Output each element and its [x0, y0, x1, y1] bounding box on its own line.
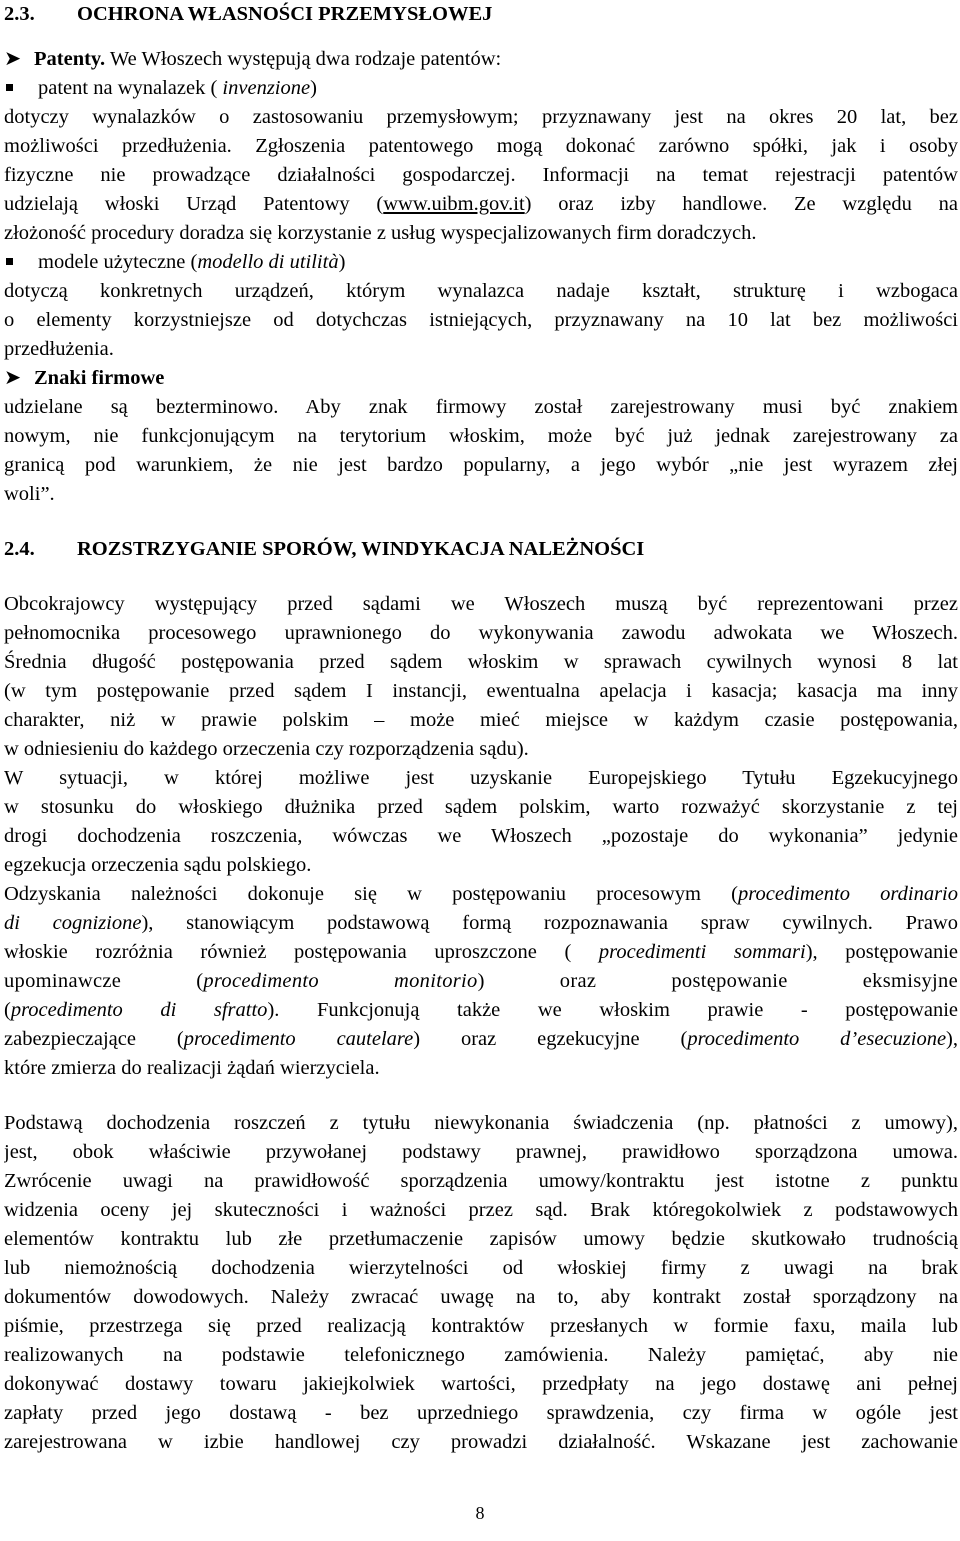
paragraph-line: egzekucja orzeczenia sądu polskiego. — [4, 854, 312, 876]
paragraph-line — [4, 190, 958, 219]
text-fragment: udzielają włoski Urząd Patentowy ( — [4, 193, 384, 215]
spacer — [4, 29, 958, 45]
text-fragment: włoskie rozróżnia również postępowania uproszczone ( — [4, 941, 599, 963]
paragraph-line: zapłaty przed jego dostawą - bez uprzedniego sprawdzenia, czy firma w ogóle jest — [4, 1402, 958, 1424]
text-fragment: ), stanowiącym podstawową formą rozpoznawania spraw cywilnych. Prawo — [141, 912, 958, 934]
text-fragment: ) oraz postępowanie eksmisyjne — [477, 970, 958, 992]
paragraph-line: granicą pod warunkiem, że nie jest bardzo popularny, a jego wybór „nie jest wyrazem złej — [4, 454, 958, 476]
paragraph-line: fizyczne nie prowadzące działalności gospodarczej. Informacji na temat rejestracji patentów — [4, 164, 958, 186]
item-close: ) — [338, 251, 346, 273]
paragraph-line: Podstawą dochodzenia roszczeń z tytułu niewykonania świadczenia (np. płatności z umowy), — [4, 1112, 958, 1134]
spacer — [4, 564, 958, 590]
item-close: ) — [310, 77, 317, 99]
paragraph-line: piśmie, przestrzega się przed realizacją kontraktów przesłanych w formie faxu, maila lub — [4, 1315, 958, 1337]
item-label: patent na wynalazek ( — [38, 77, 223, 99]
paragraph-line: dokonywać dostawy towaru jakiejkolwiek wartości, przedpłaty na jego dostawę ani pełnej — [4, 1373, 958, 1395]
spacer — [4, 1083, 958, 1109]
patent-item-invention — [4, 74, 958, 103]
paragraph-line: które zmierza do realizacji żądań wierzyciela. — [4, 1057, 380, 1079]
italic-term: procedimento monitorio — [203, 970, 478, 992]
paragraph-line — [4, 909, 958, 938]
page-number: 8 — [475, 1503, 485, 1523]
paragraph-line: jest, obok właściwie przywołanej podstawy prawnej, prawidłowo sporządzona umowa. — [4, 1141, 958, 1163]
section-heading-2-4 — [4, 535, 958, 564]
paragraph-line: Obcokrajowcy występujący przed sądami we Włoszech muszą być reprezentowani przez — [4, 593, 958, 615]
section-title: OCHRONA WŁASNOŚCI PRZEMYSŁOWEJ — [77, 3, 493, 25]
paragraph-line: Zwrócenie uwagi na prawidłowość sporządzenia umowy/kontraktu jest istotne z punktu — [4, 1170, 958, 1192]
paragraph-line: możliwości przedłużenia. Zgłoszenia patentowego mogą dokonać zarówno spółki, jak i osoby — [4, 135, 958, 157]
paragraph-line: widzenia oceny jej skuteczności i ważności przez sąd. Brak któregokolwiek z podstawowych — [4, 1199, 958, 1221]
italic-term: procedimento d’esecuzione — [687, 1028, 947, 1050]
square-bullet-icon — [6, 258, 13, 265]
text-fragment: ). Funkcjonują także we włoskim prawie - postępowanie — [267, 999, 958, 1021]
paragraph-line — [4, 967, 958, 996]
section-heading-2-3 — [4, 0, 958, 29]
text-fragment: ), — [946, 1028, 958, 1050]
text-fragment: zabezpieczające ( — [4, 1028, 184, 1050]
patents-label: Patenty. — [34, 48, 106, 70]
paragraph-line: drogi dochodzenia roszczenia, wówczas we Włoszech „pozostaje do wykonania” jedynie — [4, 825, 958, 847]
paragraph-line — [4, 880, 958, 909]
paragraph-line: charakter, niż w prawie polskim – może mieć miejsce w każdym czasie postępowania, — [4, 709, 958, 731]
paragraph-line: woli”. — [4, 483, 55, 505]
text-fragment: ( — [4, 999, 11, 1021]
section-title: ROZSTRZYGANIE SPORÓW, WINDYKACJA NALEŻNOŚCI — [77, 538, 645, 560]
paragraph-line: realizowanych na podstawie telefonicznego zamówienia. Należy pamiętać, aby nie — [4, 1344, 958, 1366]
paragraph-line: przedłużenia. — [4, 338, 114, 360]
paragraph-line: W sytuacji, w której możliwe jest uzyskanie Europejskiego Tytułu Egzekucyjnego — [4, 767, 958, 789]
section-number: 2.3. — [4, 3, 35, 25]
paragraph-line: w odniesieniu do każdego orzeczenia czy rozporządzenia sądu). — [4, 738, 529, 760]
text-fragment: Odzyskania należności dokonuje się w postępowaniu procesowym ( — [4, 883, 738, 905]
paragraph-line: elementów kontraktu lub złe przetłumaczenie zapisów umowy będzie skutkowało trudnością — [4, 1228, 958, 1250]
paragraph-line: Średnia długość postępowania przed sądem włoskim w sprawach cywilnych wynosi 8 lat — [4, 651, 958, 673]
paragraph-line: zarejestrowana w izbie handlowej czy prowadzi działalność. Wskazane jest zachowanie — [4, 1431, 958, 1453]
item-label: modele użyteczne ( — [38, 251, 198, 273]
uibm-link[interactable]: www.uibm.gov.it — [383, 193, 525, 215]
text-fragment: ) oraz egzekucyjne ( — [413, 1028, 688, 1050]
text-fragment: upominawcze ( — [4, 970, 204, 992]
paragraph-line: nowym, nie funkcjonującym na terytorium włoskim, może być już jednak zarejestrowany za — [4, 425, 958, 447]
item-term: modello di utilità — [197, 251, 339, 273]
italic-term: procedimento di sfratto — [10, 999, 268, 1021]
section-number: 2.4. — [4, 538, 35, 560]
paragraph-line — [4, 1025, 958, 1054]
patents-heading — [4, 45, 958, 74]
arrow-bullet-icon: ➤ — [4, 48, 22, 70]
paragraph-line: złożoność procedury doradza się korzystanie z usług wyspecjalizowanych firm doradczych. — [4, 222, 757, 244]
patent-item-utility-model — [4, 248, 958, 277]
paragraph-line: lub niemożnością dochodzenia wierzytelności od włoskiej firmy z uwagi na brak — [4, 1257, 958, 1279]
paragraph-line — [4, 996, 958, 1025]
paragraph-line: udzielane są bezterminowo. Aby znak firmowy został zarejestrowany musi być znakiem — [4, 396, 958, 418]
paragraph-line: dokumentów dowodowych. Należy zwracać uwagę na to, aby kontrakt został sporządzony na — [4, 1286, 958, 1308]
spacer — [4, 509, 958, 535]
paragraph-line: (w tym postępowanie przed sądem I instancji, ewentualna apelacja i kasacja; kasacja ma inny — [4, 680, 958, 702]
trademarks-label: Znaki firmowe — [34, 367, 165, 389]
italic-term: procedimento cautelare — [183, 1028, 414, 1050]
paragraph-line: dotyczy wynalazków o zastosowaniu przemysłowym; przyznawany jest na okres 20 lat, bez — [4, 106, 958, 128]
italic-term: di cognizione — [4, 912, 142, 934]
italic-term: procedimento ordinario — [738, 883, 958, 905]
text-fragment: ) oraz izby handlowe. Ze względu na — [524, 193, 958, 215]
paragraph-line: pełnomocnika procesowego uprawnionego do wykonywania zawodu adwokata we Włoszech. — [4, 622, 958, 644]
square-bullet-icon — [6, 84, 13, 91]
paragraph-line: w stosunku do włoskiego dłużnika przed sądem polskim, warto rozważyć skorzystanie z tej — [4, 796, 958, 818]
trademarks-heading — [4, 364, 958, 393]
paragraph-line: o elementy korzystniejsze od dotychczas istniejących, przyznawany na 10 lat bez możliwości — [4, 309, 958, 331]
paragraph-line — [4, 938, 958, 967]
paragraph-line: dotyczą konkretnych urządzeń, którym wynalazca nadaje kształt, strukturę i wzbogaca — [4, 280, 958, 302]
item-term: invenzione — [222, 77, 311, 99]
italic-term: procedimenti sommari — [598, 941, 806, 963]
arrow-bullet-icon: ➤ — [4, 367, 22, 389]
text-fragment: ), postępowanie — [805, 941, 958, 963]
patents-intro: We Włoszech występują dwa rodzaje patentów: — [105, 48, 502, 70]
